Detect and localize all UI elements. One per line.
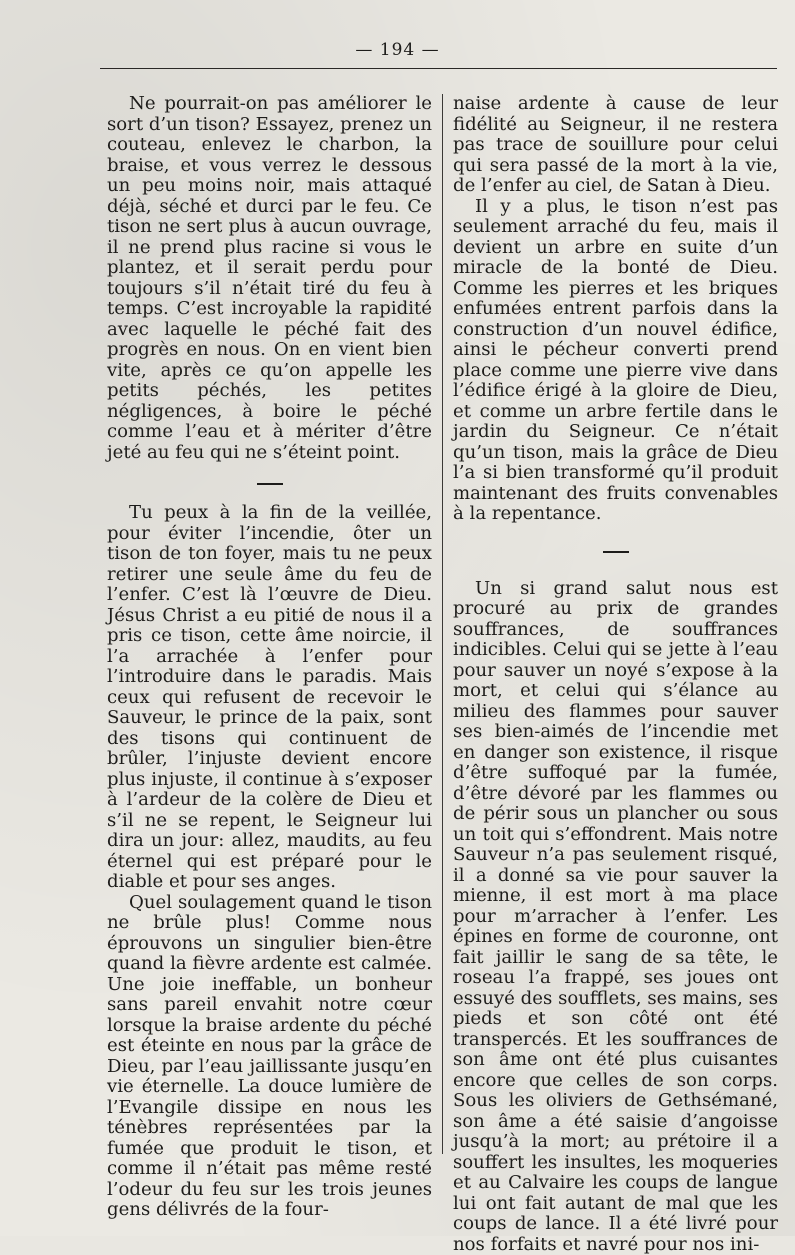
right-paragraph-1: naise ardente à cause de leur fidélité au Seigneur, il ne restera pas trace de souillure pour celui qui sera passé de la mort à la vie, de l’enfer au ciel, de Satan à Dieu. (453, 94, 778, 197)
left-paragraph-1: Ne pourrait-on pas améliorer le sort d’un tison? Essayez, prenez un couteau, enlevez le charbon, la braise, et vous verrez le dessous un peu moins noir, mais attaqué déjà, séché et durci par le feu. Ce tison ne sert plus à aucun ouvrage, il ne prend plus racine si vous le plantez, et il serait perdu pour toujours s’il n’était tiré du feu à temps. C’est incroyable la rapidité avec laquelle le péché fait des progrès en nous. On en vient bien vite, après ce qu’on appelle les petits péchés, les petites négligences, à boire le péché comme l’eau et à mériter d’être jeté au feu qui ne s’éteint point. (107, 94, 432, 463)
right-column (453, 94, 778, 1255)
section-separator (257, 483, 283, 485)
left-paragraph-2: Tu peux à la fin de la veillée, pour éviter l’incendie, ôter un tison de ton foyer, mais tu ne peux retirer une seule âme du feu de l’enfer. C’est là l’œuvre de Dieu. Jésus Christ a eu pitié de nous il a pris ce tison, cette âme noircie, il l’a arrachée à l’enfer pour l’introduire dans le paradis. Mais ceux qui refusent de recevoir le Sauveur, le prince de la paix, sont des tisons qui continuent de brûler, l’injuste devient encore plus injuste, il continue à s’exposer à l’ardeur de la colère de Dieu et s’il ne se repent, le Seigneur lui dira un jour: allez, maudits, au feu éternel qui est préparé pour le diable et pour ses anges. (107, 503, 432, 893)
page-number: — 194 — (0, 40, 795, 60)
left-column (107, 94, 432, 1221)
right-paragraph-3: Un si grand salut nous est procuré au prix de grandes souffrances, de souffrances indicibles. Celui qui se jette à l’eau pour sauver un noyé s’expose à la mort, et celui qui s’élance au milieu des flammes pour sauver ses bien-aimés de l’incendie met en danger son existence, il risque d’être suffoqué par la fumée, d’être dévoré par les flammes ou de périr sous un plancher ou sous un toit qui s’effondrent. Mais notre Sauveur n’a pas seulement risqué, il a donné sa vie pour sauver la mienne, il est mort à ma place pour m’arracher à l’enfer. Les épines en forme de couronne, ont fait jaillir le sang de sa tête, le roseau l’a frappé, ses joues ont essuyé des soufflets, ses mains, ses pieds et son côté ont été transpercés. Et les souffrances de son âme ont été plus cuisantes encore que celles de son corps. Sous les oliviers de Gethsémané, son âme a été saisie d’angoisse jusqu’à la mort; au prétoire il a souffert les insultes, les moqueries et au Calvaire les coups de langue lui ont fait autant de mal que les coups de lance. Il a été livré pour nos forfaits et navré pour nos ini- (453, 579, 778, 1255)
header-rule (100, 68, 777, 69)
column-divider (442, 94, 443, 1154)
left-paragraph-3: Quel soulagement quand le tison ne brûle plus! Comme nous éprouvons un singulier bien-être quand la fièvre ardente est calmée. Une joie ineffable, un bonheur sans pareil envahit notre cœur lorsque la braise ardente du péché est éteinte en nous par la grâce de Dieu, par l’eau jaillissante jusqu’en vie éternelle. La douce lumière de l’Evangile dissipe en nous les ténèbres représentées par la fumée que produit le tison, et comme il n’était pas même resté l’odeur du feu sur les trois jeunes gens délivrés de la four- (107, 893, 432, 1221)
section-separator (603, 551, 629, 553)
right-paragraph-2: Il y a plus, le tison n’est pas seulement arraché du feu, mais il devient un arbre en suite d’un miracle de la bonté de Dieu. Comme les pierres et les briques enfumées entrent parfois dans la construction d’un nouvel édifice, ainsi le pécheur converti prend place comme une pierre vive dans l’édifice érigé à la gloire de Dieu, et comme un arbre fertile dans le jardin du Seigneur. Ce n’était qu’un tison, mais la grâce de Dieu l’a si bien transformé qu’il produit maintenant des fruits convenables à la repentance. (453, 197, 778, 525)
